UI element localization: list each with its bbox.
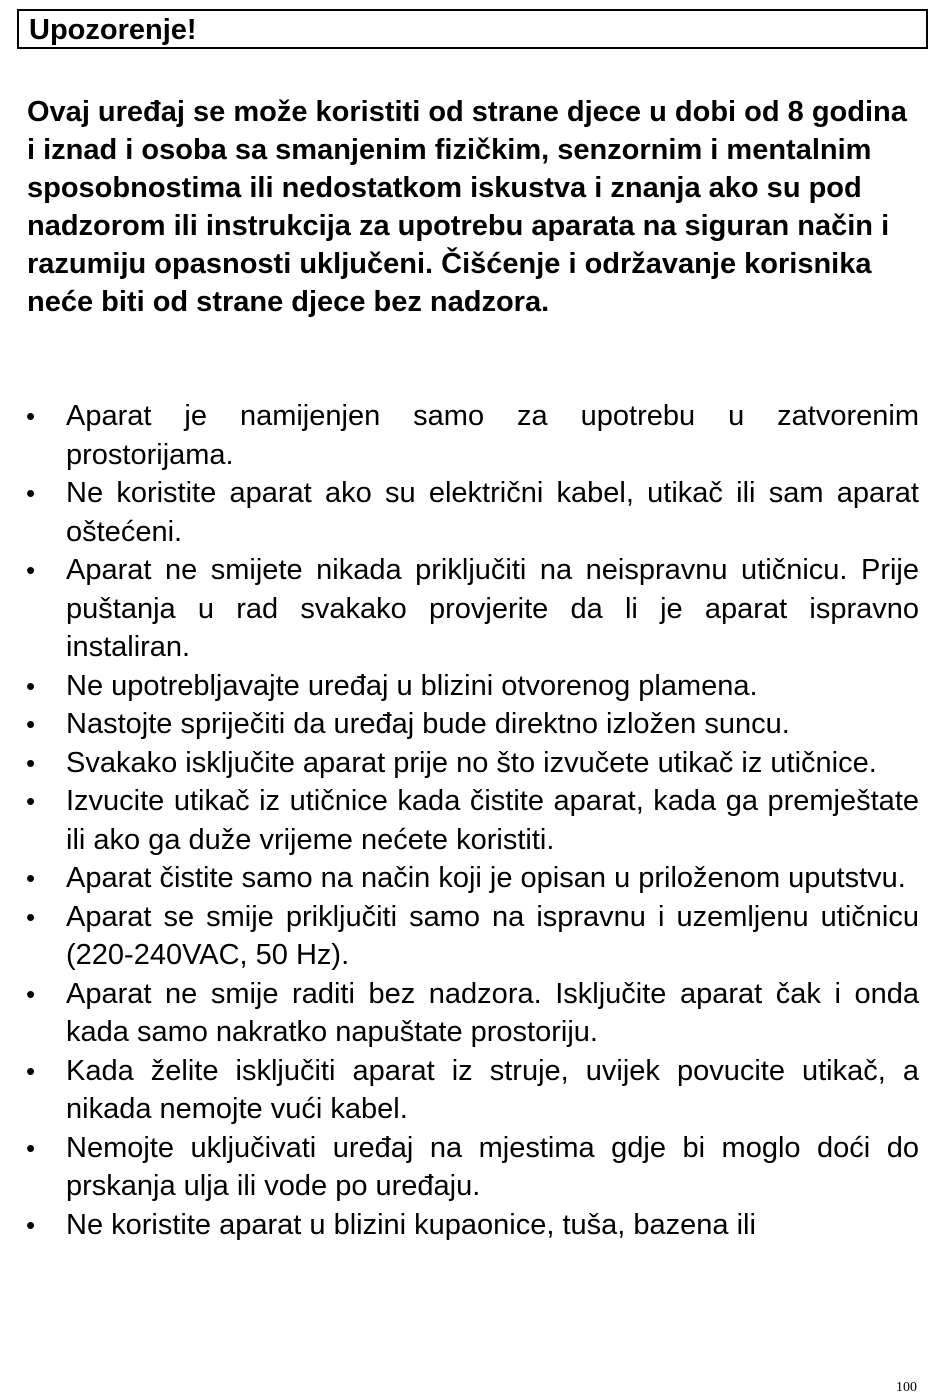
list-item: • Aparat se smije priključiti samo na ispravnu i uzemljenu utičnicu (220-240VAC, 50 Hz).	[0, 898, 950, 975]
list-item: • Aparat čistite samo na način koji je opisan u priloženom uputstvu.	[0, 859, 950, 898]
list-item: • Nemojte uključivati uređaj na mjestima gdje bi moglo doći do prskanja ulja ili vode po uređaju.	[0, 1129, 950, 1206]
list-item: • Ne koristite aparat ako su električni kabel, utikač ili sam aparat oštećeni.	[0, 474, 950, 551]
safety-instructions-list	[0, 397, 950, 1244]
list-item: • Aparat ne smije raditi bez nadzora. Isključite aparat čak i onda kada samo nakratko napuštate prostoriju.	[0, 975, 950, 1052]
list-item: • Nastojte spriječiti da uređaj bude direktno izložen suncu.	[0, 705, 950, 744]
list-item: • Ne koristite aparat u blizini kupaonice, tuša, bazena ili	[0, 1206, 950, 1245]
list-item: • Izvucite utikač iz utičnice kada čistite aparat, kada ga premještate ili ako ga duže vrijeme nećete koristiti.	[0, 782, 950, 859]
list-item: • Aparat ne smijete nikada priključiti na neispravnu utičnicu. Prije puštanja u rad svakako provjerite da li je aparat ispravno instaliran.	[0, 551, 950, 667]
page-number: 100	[896, 1380, 917, 1395]
list-item: • Kada želite isključiti aparat iz struje, uvijek povucite utikač, a nikada nemojte vući kabel.	[0, 1052, 950, 1129]
warning-heading: Upozorenje!	[17, 9, 928, 49]
list-item: • Svakako isključite aparat prije no što izvučete utikač iz utičnice.	[0, 744, 950, 783]
list-item: • Ne upotrebljavajte uređaj u blizini otvorenog plamena.	[0, 667, 950, 706]
warning-paragraph: Ovaj uređaj se može koristiti od strane djece u dobi od 8 godina i iznad i osoba sa smanjenim fizičkim, senzornim i mentalnim sposobnostima ili nedostatkom iskustva i znanja ako su pod nadzorom ili instrukcija za upotrebu aparata na siguran način i razumiju opasnosti uključeni. Čišćenje i održavanje korisnika neće biti od strane djece bez nadzora.	[27, 96, 907, 318]
list-item: • Aparat je namijenjen samo za upotrebu u zatvorenim prostorijama.	[0, 397, 950, 474]
